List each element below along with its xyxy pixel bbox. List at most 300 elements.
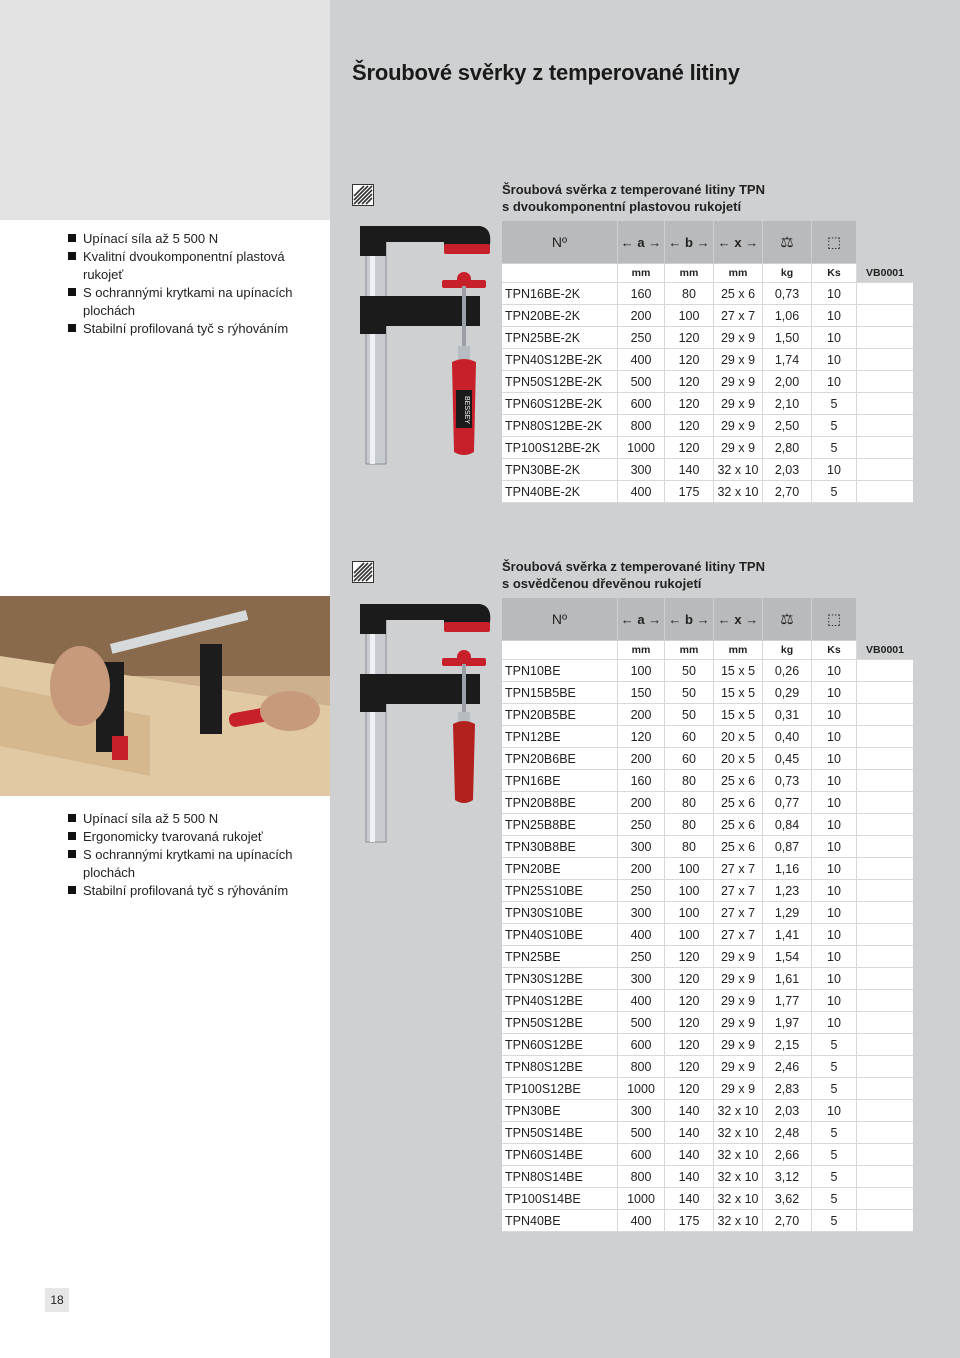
dimension-x: 29 x 9 — [714, 1034, 763, 1056]
vb-cell — [857, 1122, 914, 1144]
pack-qty: 10 — [812, 792, 857, 814]
table-row — [502, 814, 913, 836]
vb-cell — [857, 660, 914, 682]
dimension-x: 29 x 9 — [714, 415, 763, 437]
dimension-b: 140 — [665, 1144, 714, 1166]
article-number: TP100S14BE — [502, 1188, 618, 1210]
section-1-title-line1: Šroubová svěrka z temperované litiny TPN — [502, 182, 765, 197]
dimension-a: 250 — [618, 880, 665, 902]
vb-cell — [857, 990, 914, 1012]
header-b — [665, 221, 714, 264]
workshop-photo — [0, 596, 330, 796]
dimension-b: 60 — [665, 726, 714, 748]
pack-qty: 10 — [812, 968, 857, 990]
dimension-a: 300 — [618, 1100, 665, 1122]
dimension-x: 15 x 5 — [714, 682, 763, 704]
dimension-b: 80 — [665, 283, 714, 305]
dimension-a-icon: ← a → — [620, 235, 662, 250]
dimension-b: 80 — [665, 770, 714, 792]
header-b — [665, 598, 714, 641]
vb-cell — [857, 371, 914, 393]
weight-kg: 1,54 — [763, 946, 812, 968]
table-row — [502, 349, 913, 371]
dimension-a-icon: ← a → — [620, 612, 662, 627]
dimension-b-icon: ← b → — [668, 612, 710, 627]
dimension-b: 80 — [665, 792, 714, 814]
dimension-a: 300 — [618, 968, 665, 990]
table-units-row: mm mm mm kg Ks VB0001 — [502, 264, 913, 283]
vb-cell — [857, 1012, 914, 1034]
box-icon: ⬚ — [826, 234, 842, 251]
table-row — [502, 1122, 913, 1144]
vb-cell — [857, 836, 914, 858]
dimension-b: 100 — [665, 924, 714, 946]
pack-qty: 10 — [812, 327, 857, 349]
header-a — [618, 598, 665, 641]
table-header-row — [502, 598, 913, 641]
table-row — [502, 415, 913, 437]
feature-item: Kvalitní dvoukomponentní plastová rukojeť — [68, 248, 318, 284]
article-number: TPN60S12BE-2K — [502, 393, 618, 415]
weight-kg: 0,77 — [763, 792, 812, 814]
dimension-a: 300 — [618, 836, 665, 858]
dimension-x: 27 x 7 — [714, 305, 763, 327]
dimension-b: 50 — [665, 660, 714, 682]
article-number: TPN60S14BE — [502, 1144, 618, 1166]
dimension-a: 300 — [618, 459, 665, 481]
section-2-features — [68, 810, 318, 900]
vb-cell — [857, 1056, 914, 1078]
article-number: TPN10BE — [502, 660, 618, 682]
article-number: TPN50S12BE — [502, 1012, 618, 1034]
pack-qty: 10 — [812, 814, 857, 836]
feature-item: Stabilní profilovaná tyč s rýhováním — [68, 320, 318, 338]
box-icon: ⬚ — [826, 611, 842, 628]
article-number: TPN25BE-2K — [502, 327, 618, 349]
table-row — [502, 748, 913, 770]
table-row — [502, 459, 913, 481]
header-a — [618, 221, 665, 264]
pack-qty: 10 — [812, 880, 857, 902]
dimension-x: 32 x 10 — [714, 1100, 763, 1122]
dimension-x: 32 x 10 — [714, 1144, 763, 1166]
dimension-a: 400 — [618, 481, 665, 503]
dimension-b: 120 — [665, 968, 714, 990]
header-pack — [812, 598, 857, 641]
vb-cell — [857, 1100, 914, 1122]
dimension-x: 25 x 6 — [714, 792, 763, 814]
pack-qty: 10 — [812, 660, 857, 682]
feature-item: Upínací síla až 5 500 N — [68, 230, 318, 248]
weight-kg: 1,29 — [763, 902, 812, 924]
table-row — [502, 437, 913, 459]
scale-icon: ⚖ — [780, 611, 794, 628]
vb-cell — [857, 393, 914, 415]
vb-cell — [857, 437, 914, 459]
vb-cell — [857, 1166, 914, 1188]
header-empty — [857, 598, 914, 641]
pack-qty: 10 — [812, 858, 857, 880]
vb-cell — [857, 726, 914, 748]
table-row — [502, 990, 913, 1012]
pack-qty: 10 — [812, 283, 857, 305]
vb-cell — [857, 459, 914, 481]
vb-cell — [857, 283, 914, 305]
weight-kg: 1,41 — [763, 924, 812, 946]
article-number: TPN25B8BE — [502, 814, 618, 836]
table-row — [502, 1100, 913, 1122]
wood-grain-icon — [352, 184, 374, 206]
dimension-a: 600 — [618, 1144, 665, 1166]
dimension-b: 140 — [665, 1100, 714, 1122]
dimension-x: 29 x 9 — [714, 327, 763, 349]
section-1-title-line2: s dvoukomponentní plastovou rukojetí — [502, 199, 742, 214]
weight-kg: 0,73 — [763, 770, 812, 792]
dimension-x: 27 x 7 — [714, 924, 763, 946]
article-number: TPN40BE-2K — [502, 481, 618, 503]
page-number: 18 — [45, 1288, 69, 1312]
pack-qty: 5 — [812, 1056, 857, 1078]
table-row — [502, 1210, 913, 1232]
dimension-x: 29 x 9 — [714, 946, 763, 968]
header-number: Nº — [502, 221, 618, 264]
dimension-x: 20 x 5 — [714, 748, 763, 770]
pack-qty: 10 — [812, 836, 857, 858]
table-row — [502, 858, 913, 880]
weight-kg: 1,61 — [763, 968, 812, 990]
weight-kg: 0,45 — [763, 748, 812, 770]
weight-kg: 1,77 — [763, 990, 812, 1012]
dimension-b: 120 — [665, 990, 714, 1012]
dimension-b: 50 — [665, 682, 714, 704]
dimension-a: 200 — [618, 748, 665, 770]
article-number: TPN50S12BE-2K — [502, 371, 618, 393]
pack-qty: 5 — [812, 415, 857, 437]
weight-kg: 2,70 — [763, 1210, 812, 1232]
article-number: TPN80S14BE — [502, 1166, 618, 1188]
dimension-a: 250 — [618, 946, 665, 968]
article-number: TPN80S12BE — [502, 1056, 618, 1078]
dimension-x: 20 x 5 — [714, 726, 763, 748]
pack-qty: 10 — [812, 946, 857, 968]
vb-cell — [857, 481, 914, 503]
pack-qty: 5 — [812, 1034, 857, 1056]
weight-kg: 1,50 — [763, 327, 812, 349]
table-row — [502, 1188, 913, 1210]
dimension-b: 80 — [665, 814, 714, 836]
pack-qty: 5 — [812, 1210, 857, 1232]
dimension-x: 29 x 9 — [714, 1056, 763, 1078]
article-number: TPN25S10BE — [502, 880, 618, 902]
table-row — [502, 1012, 913, 1034]
dimension-x: 32 x 10 — [714, 481, 763, 503]
vb-cell — [857, 858, 914, 880]
dimension-b: 140 — [665, 1122, 714, 1144]
vb-cell — [857, 880, 914, 902]
weight-kg: 2,10 — [763, 393, 812, 415]
table-row — [502, 393, 913, 415]
dimension-x: 27 x 7 — [714, 902, 763, 924]
vb-cell — [857, 415, 914, 437]
vb-cell — [857, 1188, 914, 1210]
weight-kg: 0,26 — [763, 660, 812, 682]
dimension-a: 160 — [618, 283, 665, 305]
dimension-b: 175 — [665, 481, 714, 503]
table-row — [502, 481, 913, 503]
clamp-wood-image — [352, 600, 502, 844]
section-2-title — [502, 558, 765, 592]
table-row — [502, 1144, 913, 1166]
table-row — [502, 704, 913, 726]
dimension-x: 15 x 5 — [714, 704, 763, 726]
table-row — [502, 371, 913, 393]
vb-cell — [857, 770, 914, 792]
dimension-b: 60 — [665, 748, 714, 770]
feature-item: Ergonomicky tvarovaná rukojeť — [68, 828, 318, 846]
dimension-a: 800 — [618, 1166, 665, 1188]
dimension-b: 100 — [665, 305, 714, 327]
weight-kg: 2,46 — [763, 1056, 812, 1078]
dimension-x: 29 x 9 — [714, 393, 763, 415]
vb-cell — [857, 1210, 914, 1232]
vb-cell — [857, 814, 914, 836]
dimension-b: 120 — [665, 371, 714, 393]
pack-qty: 10 — [812, 371, 857, 393]
wood-grain-icon — [352, 561, 374, 583]
page-title: Šroubové svěrky z temperované litiny — [352, 60, 740, 85]
dimension-x: 25 x 6 — [714, 770, 763, 792]
weight-kg: 2,66 — [763, 1144, 812, 1166]
dimension-x: 29 x 9 — [714, 1012, 763, 1034]
vb-cell — [857, 968, 914, 990]
dimension-b: 140 — [665, 1166, 714, 1188]
dimension-x-icon: ← x → — [717, 235, 759, 250]
dimension-a: 250 — [618, 327, 665, 349]
pack-qty: 10 — [812, 902, 857, 924]
header-weight — [763, 598, 812, 641]
dimension-b: 120 — [665, 1012, 714, 1034]
dimension-a: 250 — [618, 814, 665, 836]
pack-qty: 10 — [812, 349, 857, 371]
dimension-x: 32 x 10 — [714, 459, 763, 481]
article-number: TPN20BE-2K — [502, 305, 618, 327]
dimension-a: 1000 — [618, 1188, 665, 1210]
dimension-b: 100 — [665, 858, 714, 880]
article-number: TP100S12BE — [502, 1078, 618, 1100]
weight-kg: 0,29 — [763, 682, 812, 704]
dimension-b: 120 — [665, 349, 714, 371]
dimension-x: 15 x 5 — [714, 660, 763, 682]
pack-qty: 10 — [812, 990, 857, 1012]
dimension-x: 25 x 6 — [714, 836, 763, 858]
pack-qty: 5 — [812, 1122, 857, 1144]
article-number: TPN50S14BE — [502, 1122, 618, 1144]
table-row — [502, 770, 913, 792]
dimension-a: 200 — [618, 858, 665, 880]
weight-kg: 1,16 — [763, 858, 812, 880]
section-1-table-body — [502, 283, 913, 503]
dimension-a: 600 — [618, 393, 665, 415]
vb-cell — [857, 748, 914, 770]
dimension-a: 200 — [618, 704, 665, 726]
dimension-b: 100 — [665, 880, 714, 902]
pack-qty: 10 — [812, 704, 857, 726]
pack-qty: 10 — [812, 305, 857, 327]
dimension-b: 120 — [665, 1034, 714, 1056]
pack-qty: 5 — [812, 1144, 857, 1166]
table-row — [502, 283, 913, 305]
pack-qty: 10 — [812, 682, 857, 704]
weight-kg: 0,31 — [763, 704, 812, 726]
left-header-band — [0, 0, 330, 220]
dimension-a: 1000 — [618, 437, 665, 459]
pack-qty: 10 — [812, 924, 857, 946]
article-number: TPN40S12BE — [502, 990, 618, 1012]
dimension-b: 120 — [665, 327, 714, 349]
pack-qty: 5 — [812, 1188, 857, 1210]
header-x — [714, 598, 763, 641]
header-weight — [763, 221, 812, 264]
article-number: TPN20B6BE — [502, 748, 618, 770]
table-row — [502, 946, 913, 968]
dimension-x: 29 x 9 — [714, 968, 763, 990]
article-number: TPN20B8BE — [502, 792, 618, 814]
dimension-a: 100 — [618, 660, 665, 682]
vb-cell — [857, 1078, 914, 1100]
weight-kg: 0,73 — [763, 283, 812, 305]
dimension-a: 800 — [618, 415, 665, 437]
table-row — [502, 726, 913, 748]
vb-cell — [857, 902, 914, 924]
dimension-a: 150 — [618, 682, 665, 704]
dimension-a: 120 — [618, 726, 665, 748]
vb-cell — [857, 1034, 914, 1056]
table-row — [502, 1034, 913, 1056]
article-number: TP100S12BE-2K — [502, 437, 618, 459]
vb-cell — [857, 682, 914, 704]
dimension-b: 120 — [665, 1078, 714, 1100]
vb-cell — [857, 792, 914, 814]
weight-kg: 2,48 — [763, 1122, 812, 1144]
dimension-b: 120 — [665, 1056, 714, 1078]
vb-cell — [857, 704, 914, 726]
weight-kg: 0,40 — [763, 726, 812, 748]
section-2-title-line1: Šroubová svěrka z temperované litiny TPN — [502, 559, 765, 574]
table-row — [502, 924, 913, 946]
weight-kg: 2,50 — [763, 415, 812, 437]
article-number: TPN30S12BE — [502, 968, 618, 990]
article-number: TPN40S10BE — [502, 924, 618, 946]
dimension-a: 500 — [618, 371, 665, 393]
article-number: TPN40S12BE-2K — [502, 349, 618, 371]
article-number: TPN16BE — [502, 770, 618, 792]
vb-cell — [857, 327, 914, 349]
weight-kg: 2,03 — [763, 459, 812, 481]
weight-kg: 0,84 — [763, 814, 812, 836]
dimension-x: 29 x 9 — [714, 1078, 763, 1100]
article-number: TPN16BE-2K — [502, 283, 618, 305]
weight-kg: 2,70 — [763, 481, 812, 503]
pack-qty: 5 — [812, 437, 857, 459]
feature-item: Stabilní profilovaná tyč s rýhováním — [68, 882, 318, 900]
vb-cell — [857, 924, 914, 946]
header-pack — [812, 221, 857, 264]
table-header-row — [502, 221, 913, 264]
table-row — [502, 792, 913, 814]
dimension-x: 25 x 6 — [714, 283, 763, 305]
vb-cell — [857, 946, 914, 968]
pack-qty: 5 — [812, 1078, 857, 1100]
dimension-a: 500 — [618, 1122, 665, 1144]
weight-kg: 1,23 — [763, 880, 812, 902]
table-row — [502, 1078, 913, 1100]
article-number: TPN30BE — [502, 1100, 618, 1122]
weight-kg: 3,62 — [763, 1188, 812, 1210]
dimension-a: 400 — [618, 990, 665, 1012]
pack-qty: 10 — [812, 1012, 857, 1034]
article-number: TPN20B5BE — [502, 704, 618, 726]
dimension-x: 27 x 7 — [714, 880, 763, 902]
dimension-b: 120 — [665, 437, 714, 459]
dimension-x: 29 x 9 — [714, 437, 763, 459]
dimension-b: 50 — [665, 704, 714, 726]
header-empty — [857, 221, 914, 264]
header-number: Nº — [502, 598, 618, 641]
table-row — [502, 682, 913, 704]
feature-item: Upínací síla až 5 500 N — [68, 810, 318, 828]
table-units-row: mm mm mm kg Ks VB0001 — [502, 641, 913, 660]
section-2-table — [502, 598, 913, 1232]
pack-qty: 10 — [812, 748, 857, 770]
table-row — [502, 968, 913, 990]
section-1-title — [502, 181, 765, 215]
dimension-a: 160 — [618, 770, 665, 792]
dimension-a: 400 — [618, 349, 665, 371]
dimension-a: 1000 — [618, 1078, 665, 1100]
dimension-x: 32 x 10 — [714, 1210, 763, 1232]
dimension-x: 29 x 9 — [714, 990, 763, 1012]
feature-item: S ochrannými krytkami na upínacích plochách — [68, 284, 318, 320]
article-number: TPN12BE — [502, 726, 618, 748]
article-number: TPN25BE — [502, 946, 618, 968]
article-number: TPN30BE-2K — [502, 459, 618, 481]
dimension-a: 500 — [618, 1012, 665, 1034]
table-row — [502, 880, 913, 902]
weight-kg: 2,15 — [763, 1034, 812, 1056]
section-1-table — [502, 221, 913, 503]
dimension-x: 25 x 6 — [714, 814, 763, 836]
brand-text: BESSEY — [463, 395, 470, 425]
weight-kg: 2,00 — [763, 371, 812, 393]
dimension-a: 400 — [618, 1210, 665, 1232]
article-number: TPN40BE — [502, 1210, 618, 1232]
pack-qty: 10 — [812, 726, 857, 748]
section-2-title-line2: s osvědčenou dřevěnou rukojetí — [502, 576, 702, 591]
dimension-x-icon: ← x → — [717, 612, 759, 627]
dimension-b: 175 — [665, 1210, 714, 1232]
pack-qty: 5 — [812, 1166, 857, 1188]
feature-item: S ochrannými krytkami na upínacích plochách — [68, 846, 318, 882]
table-row — [502, 327, 913, 349]
article-number: TPN60S12BE — [502, 1034, 618, 1056]
dimension-b-icon: ← b → — [668, 235, 710, 250]
dimension-a: 600 — [618, 1034, 665, 1056]
pack-qty: 10 — [812, 459, 857, 481]
dimension-x: 32 x 10 — [714, 1188, 763, 1210]
dimension-b: 120 — [665, 415, 714, 437]
section-1-features — [68, 230, 318, 338]
article-number: TPN30B8BE — [502, 836, 618, 858]
